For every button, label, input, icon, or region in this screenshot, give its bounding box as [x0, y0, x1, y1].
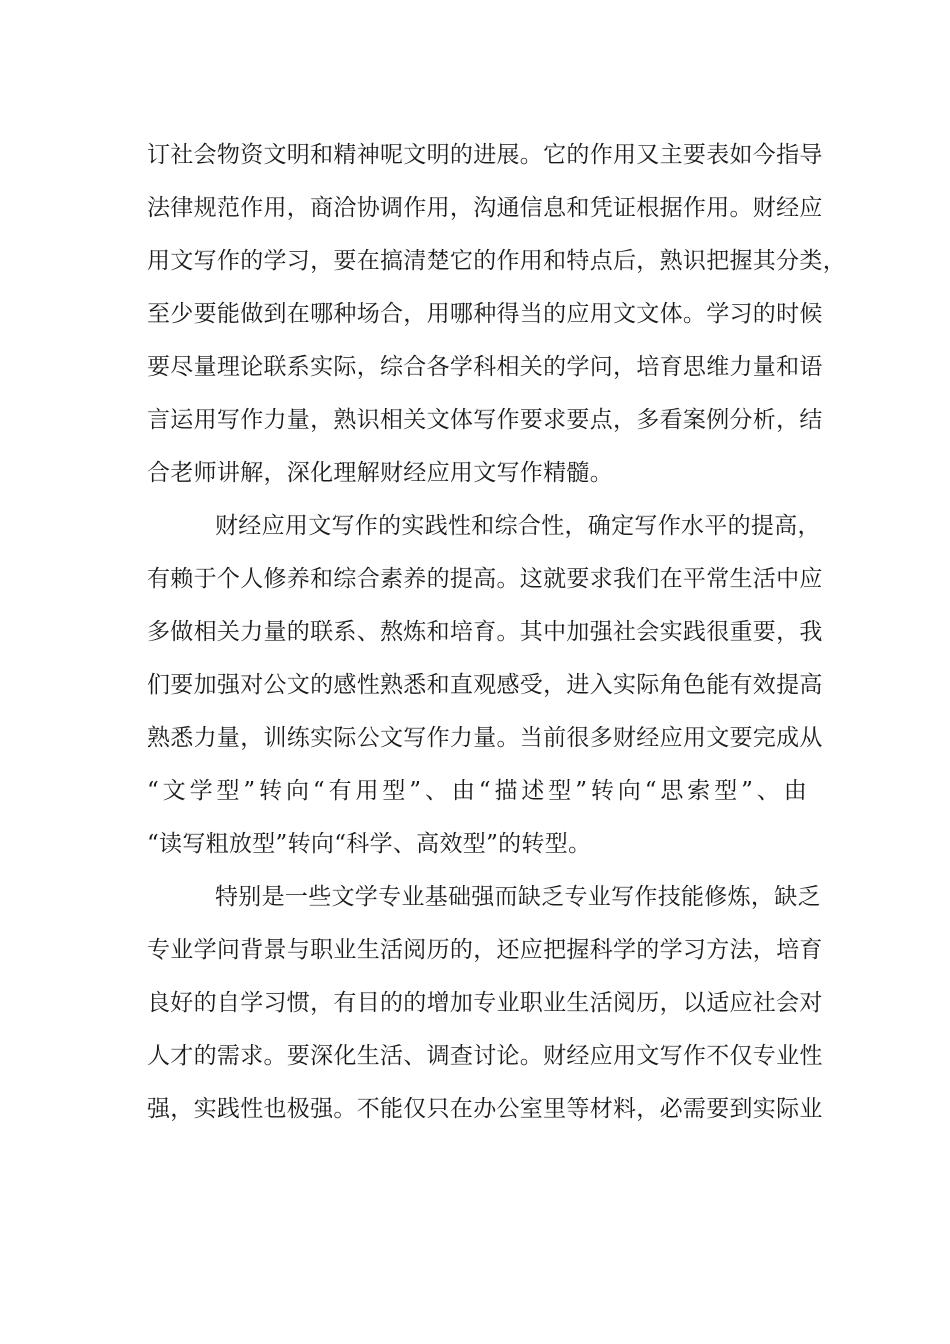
text-line: 多做相关力量的联系、熬炼和培育。其中加强社会实践很重要，我: [147, 619, 823, 645]
text-line: 特别是一些文学专业基础强而缺乏专业写作技能修炼，缺乏: [215, 884, 821, 910]
text-line: 有赖于个人修养和综合素养的提高。这就要求我们在平常生活中应: [147, 566, 823, 592]
text-line: “读写粗放型”转向“科学、高效型”的转型。: [147, 831, 592, 857]
text-line: 至少要能做到在哪种场合，用哪种得当的应用文文体。学习的时候: [147, 301, 823, 327]
text-line: 强，实践性也极强。不能仅只在办公室里等材料，必需要到实际业: [147, 1096, 823, 1122]
body-text: [147, 129, 846, 1136]
text-line: 合老师讲解，深化理解财经应用文写作精髓。: [147, 460, 613, 486]
text-line: 订社会物资文明和精神呢文明的进展。它的作用又主要表如今指导: [147, 142, 823, 168]
text-line: 良好的自学习惯，有目的的增加专业职业生活阅历，以适应社会对: [147, 990, 823, 1016]
text-line: 专业学问背景与职业生活阅历的，还应把握科学的学习方法，培育: [147, 937, 823, 963]
text-line: 们要加强对公文的感性熟悉和直观感受，进入实际角色能有效提高: [147, 672, 823, 698]
text-line: 法律规范作用，商洽协调作用，沟通信息和凭证根据作用。财经应: [147, 195, 823, 221]
text-line: 熟悉力量，训练实际公文写作力量。当前很多财经应用文要完成从: [147, 725, 823, 751]
text-line: 人才的需求。要深化生活、调查讨论。财经应用文写作不仅专业性: [147, 1043, 823, 1069]
text-line: 用文写作的学习，要在搞清楚它的作用和特点后，熟识把握其分类，: [147, 248, 846, 274]
text-line: “文学型”转向“有用型”、由“描述型”转向“思索型”、由: [147, 778, 807, 804]
text-line: 要尽量理论联系实际，综合各学科相关的学问，培育思维力量和语: [147, 354, 823, 380]
text-line: 言运用写作力量，熟识相关文体写作要求要点，多看案例分析，结: [147, 407, 823, 433]
text-line: 财经应用文写作的实践性和综合性，确定写作水平的提高，: [215, 513, 821, 539]
